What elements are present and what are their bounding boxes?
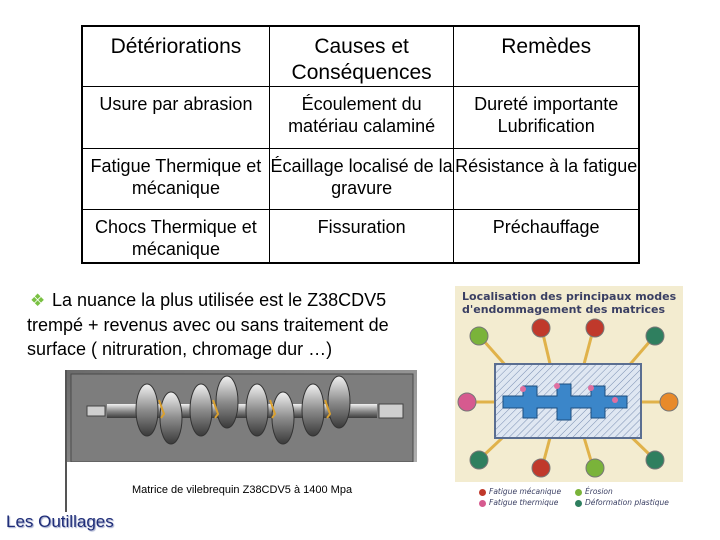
photo-caption: Matrice de vilebrequin Z38CDV5 à 1400 Mpa: [131, 484, 353, 496]
table-cell: Écoulement du matériau calaminé: [269, 87, 454, 149]
table-cell: Préchauffage: [454, 210, 639, 263]
table-header-row: [82, 26, 639, 87]
legend-dot-icon: [479, 500, 486, 507]
legend-item: [479, 486, 561, 497]
legend-dot-icon: [479, 489, 486, 496]
paragraph-text: La nuance la plus utilisée est le Z38CDV5 trempé + revenus avec ou sans traitement de surface ( nitruration, chromage dur …): [27, 290, 389, 359]
table-cell: Dureté importante Lubrification: [454, 87, 639, 149]
legend-item: [575, 497, 669, 508]
crankshaft-die-photo: [65, 370, 417, 512]
table-row: [82, 149, 639, 210]
table-cell: Écaillage localisé de la gravure: [269, 149, 454, 210]
legend-label: Érosion: [585, 487, 613, 496]
bullet-paragraph: [27, 288, 447, 361]
table-cell: Usure par abrasion: [82, 87, 269, 149]
table-cell: Fatigue Thermique et mécanique: [82, 149, 269, 210]
die-cross-section-drawing: [455, 286, 683, 517]
damage-localization-diagram: [455, 286, 683, 517]
diamond-bullet-icon: ❖: [30, 291, 46, 310]
damage-table: [81, 25, 640, 264]
table-row: [82, 210, 639, 263]
legend-dot-icon: [575, 500, 582, 507]
header-causes: Causes et Conséquences: [269, 26, 454, 87]
legend-label: Déformation plastique: [585, 498, 669, 507]
table-row: [82, 87, 639, 149]
table-cell: Fissuration: [269, 210, 454, 263]
legend-item: [479, 497, 558, 508]
header-deteriorations: Détériorations: [82, 26, 269, 87]
legend-label: Fatigue mécanique: [489, 487, 562, 496]
legend-dot-icon: [575, 489, 582, 496]
legend-item: [575, 486, 613, 497]
header-remedes: Remèdes: [454, 26, 639, 87]
footer-title: Les Outillages: [6, 512, 114, 531]
legend-label: Fatigue thermique: [489, 498, 559, 507]
table-cell: Résistance à la fatigue: [454, 149, 639, 210]
table-cell: Chocs Thermique et mécanique: [82, 210, 269, 263]
diagram-title: Localisation des principaux modes d'endommagement des matrices: [462, 290, 677, 316]
